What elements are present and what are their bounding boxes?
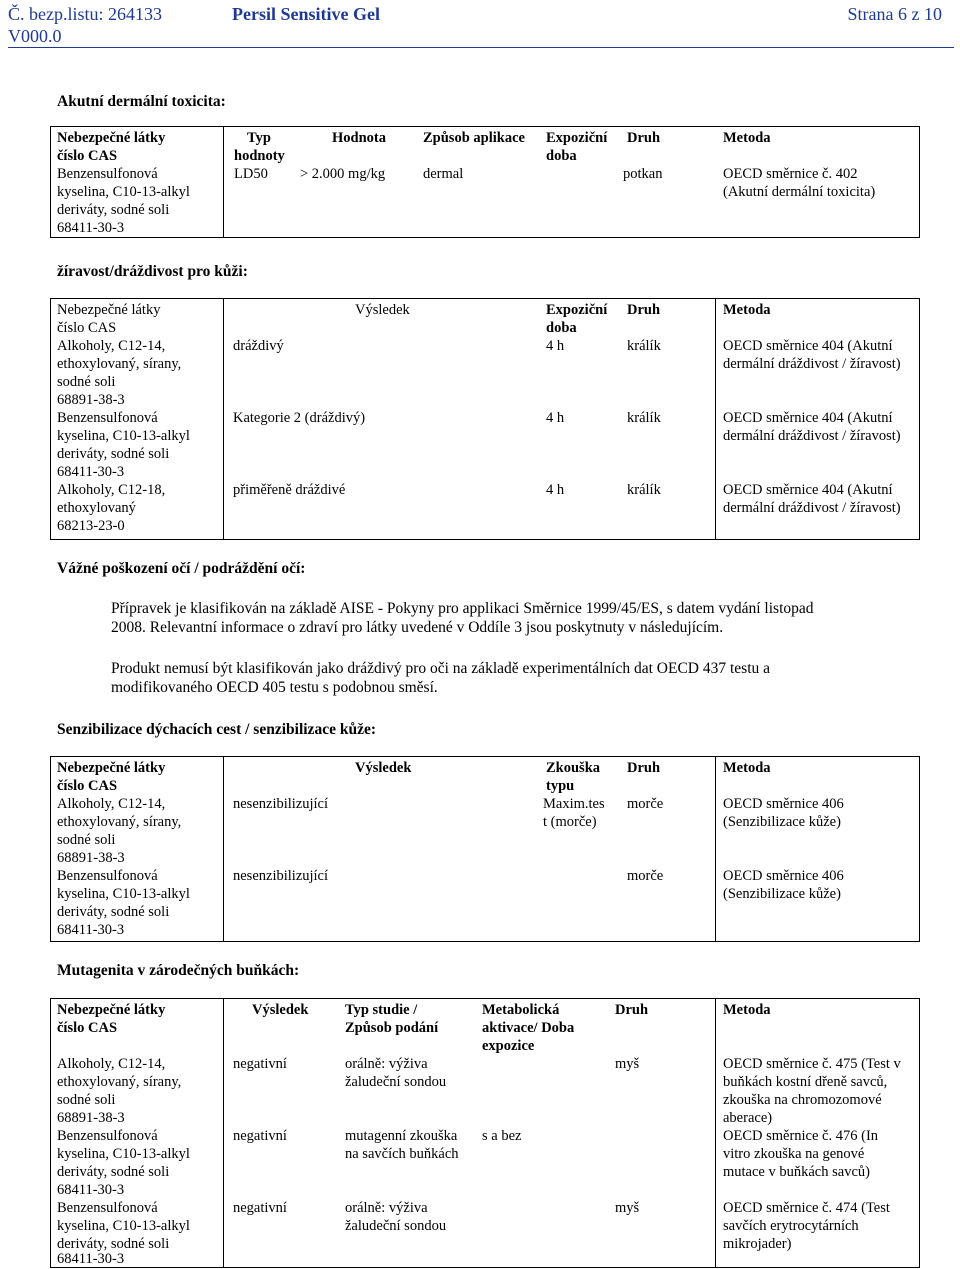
product-name: Persil Sensitive Gel [232,4,380,24]
col-header: Typ studie / [345,1002,418,1018]
substance-name: ethoxylovaný, sírany, [57,1074,182,1090]
route: dermal [423,166,464,182]
substance-name: kyselina, C10-13-alkyl [57,886,190,902]
col-header: Hodnota [332,130,386,146]
method: OECD směrnice 404 (Akutní [723,338,893,354]
method: mutace v buňkách savců) [723,1164,870,1180]
col-header: hodnoty [234,148,285,164]
paragraph-line: Produkt nemusí být klasifikován jako dráždivý pro oči na základě experimentálních dat OECD 437 testu a [111,660,771,677]
study-type: žaludeční sondou [345,1218,447,1234]
result: Kategorie 2 (dráždivý) [233,410,366,426]
col-header: Metabolická [482,1002,560,1018]
result: nesenzibilizující [233,796,329,812]
col-header: Způsob aplikace [423,130,525,146]
col-header: Metoda [723,760,771,776]
method: OECD směrnice č. 475 (Test v [723,1056,901,1072]
study-type: žaludeční sondou [345,1074,447,1090]
section-title-mutagenicity: Mutagenita v zárodečných buňkách: [57,962,300,979]
species: myš [615,1056,640,1072]
col-header: Expoziční [546,302,608,318]
cas-number: 68891-38-3 [57,850,125,866]
substance-name: deriváty, sodné soli [57,904,170,920]
substance-name: Benzensulfonová [57,166,158,182]
test-type: Maxim.tes [543,796,605,812]
paragraph-line: Přípravek je klasifikován na základě AISE - Pokyny pro applikaci Směrnice 1999/45/ES, s datem vydání listopad [111,600,814,617]
method: buňkách kostní dřeně savců, [723,1074,888,1090]
col-header: doba [546,320,577,336]
col-header: Nebezpečné látky [57,760,166,776]
substance-name: deriváty, sodné soli [57,1164,170,1180]
substance-name: Benzensulfonová [57,1128,158,1144]
result: nesenzibilizující [233,868,329,884]
method: OECD směrnice 404 (Akutní [723,410,893,426]
method: OECD směrnice 406 [723,868,844,884]
method: mikrojader) [723,1236,792,1252]
species: morče [627,796,664,812]
eye-paragraph-2 [111,659,911,697]
value-type: LD50 [234,166,268,182]
substance-name: Benzensulfonová [57,410,158,426]
col-header: Nebezpečné látky [57,302,161,318]
substance-name: Benzensulfonová [57,1200,158,1216]
method: (Senzibilizace kůže) [723,886,841,902]
section-title-eye: Vážné poškození očí / podráždění očí: [57,560,306,577]
method: dermální dráždivost / žíravost) [723,500,901,516]
species: myš [615,1200,640,1216]
col-header: Druh [627,760,661,776]
substance-name: Alkoholy, C12-14, [57,338,166,354]
substance-name: kyselina, C10-13-alkyl [57,428,190,444]
col-header: aktivace/ Doba [482,1020,575,1036]
metabolic-activation: s a bez [482,1128,522,1144]
cas-number: 68411-30-3 [57,220,125,236]
substance-name: Alkoholy, C12-14, [57,796,166,812]
study-type: orálně: výživa [345,1056,428,1072]
cas-number: 68411-30-3 [57,464,125,480]
exposure-time: 4 h [546,482,565,498]
cas-number: 68411-30-3 [57,1182,125,1198]
species: králík [627,410,661,426]
col-header: Druh [615,1002,649,1018]
section-title-acute-dermal: Akutní dermální toxicita: [57,93,226,110]
substance-name: kyselina, C10-13-alkyl [57,184,190,200]
section-title-skin-irritation: žíravost/dráždivost pro kůži: [57,263,248,280]
col-header: Typ [247,130,271,146]
substance-name: Alkoholy, C12-18, [57,482,166,498]
header-rule [8,47,954,48]
substance-name: kyselina, C10-13-alkyl [57,1218,190,1234]
version: V000.0 [8,26,62,46]
method: OECD směrnice č. 402 [723,166,858,182]
substance-name: deriváty, sodné soli [57,202,170,218]
result: dráždivý [233,338,284,354]
result: přiměřeně dráždivé [233,482,346,498]
cas-number: 68411-30-3 [57,922,125,938]
paragraph-line: modifikovaného OECD 405 testu s podobnou směsí. [111,679,438,696]
cas-number: 68891-38-3 [57,1110,125,1126]
substance-name: deriváty, sodné soli [57,446,170,462]
species: králík [627,482,661,498]
method: (Akutní dermální toxicita) [723,184,876,200]
result: negativní [233,1056,287,1072]
substance-name: ethoxylovaný, sírany, [57,814,182,830]
study-type: na savčích buňkách [345,1146,459,1162]
exposure-time: 4 h [546,410,565,426]
method: OECD směrnice č. 474 (Test [723,1200,890,1216]
method: dermální dráždivost / žíravost) [723,428,901,444]
col-header: číslo CAS [57,320,117,336]
result: negativní [233,1128,287,1144]
method: aberace) [723,1110,773,1126]
eye-paragraph-1 [111,599,911,637]
col-header: Výsledek [252,1002,309,1018]
col-header: expozice [482,1038,535,1054]
table-mutagenicity [50,998,920,1268]
col-header: Výsledek [355,302,410,318]
method: zkouška na chromozomové [723,1092,882,1108]
method: dermální dráždivost / žíravost) [723,356,901,372]
table-sensitization [50,756,920,942]
study-type: orálně: výživa [345,1200,428,1216]
col-header: typu [546,778,575,794]
col-header: číslo CAS [57,1020,118,1036]
exposure-time: 4 h [546,338,565,354]
cas-number: 68213-23-0 [57,518,125,534]
study-type: mutagenní zkouška [345,1128,458,1144]
col-header: Druh [627,130,661,146]
page-number: Strana 6 z 10 [847,4,942,24]
col-header: Výsledek [355,760,412,776]
method: (Senzibilizace kůže) [723,814,841,830]
col-header: Metoda [723,1002,771,1018]
substance-name: Benzensulfonová [57,868,158,884]
result: negativní [233,1200,287,1216]
value: > 2.000 mg/kg [300,166,386,182]
col-header: číslo CAS [57,778,118,794]
method: OECD směrnice č. 476 (In [723,1128,879,1144]
substance-name: ethoxylovaný [57,500,136,516]
paragraph-line: 2008. Relevantní informace o zdraví pro látky uvedené v Oddíle 3 jsou poskytnuty v následujícím. [111,619,724,636]
substance-name: Alkoholy, C12-14, [57,1056,166,1072]
col-header: Metoda [723,302,771,318]
method: OECD směrnice 404 (Akutní [723,482,893,498]
col-header: Nebezpečné látky [57,130,166,146]
col-header: Zkouška [546,760,601,776]
substance-name: ethoxylovaný, sírany, [57,356,182,372]
substance-name: sodné soli [57,832,116,848]
species: morče [627,868,664,884]
method: OECD směrnice 406 [723,796,844,812]
col-header: Metoda [723,130,771,146]
col-header: Druh [627,302,661,318]
species: králík [627,338,661,354]
table-acute-dermal [50,126,920,238]
cas-number: 68891-38-3 [57,392,125,408]
page-header [0,0,960,48]
species: potkan [623,166,663,182]
sds-number: Č. bezp.listu: 264133 [8,4,162,24]
col-header: Způsob podání [345,1020,439,1036]
cas-number: 68411-30-3 [57,1251,125,1267]
col-header: Expoziční [546,130,608,146]
col-header: číslo CAS [57,148,118,164]
substance-name: sodné soli [57,1092,116,1108]
method: vitro zkouška na genové [723,1146,865,1162]
method: savčích erytrocytárních [723,1218,859,1234]
substance-name: kyselina, C10-13-alkyl [57,1146,190,1162]
table-skin-irritation [50,298,920,540]
col-header: Nebezpečné látky [57,1002,166,1018]
section-title-sensitization: Senzibilizace dýchacích cest / senzibilizace kůže: [57,721,376,738]
substance-name: deriváty, sodné soli [57,1236,170,1252]
test-type: t (morče) [543,814,597,830]
substance-name: sodné soli [57,374,116,390]
col-header: doba [546,148,577,164]
